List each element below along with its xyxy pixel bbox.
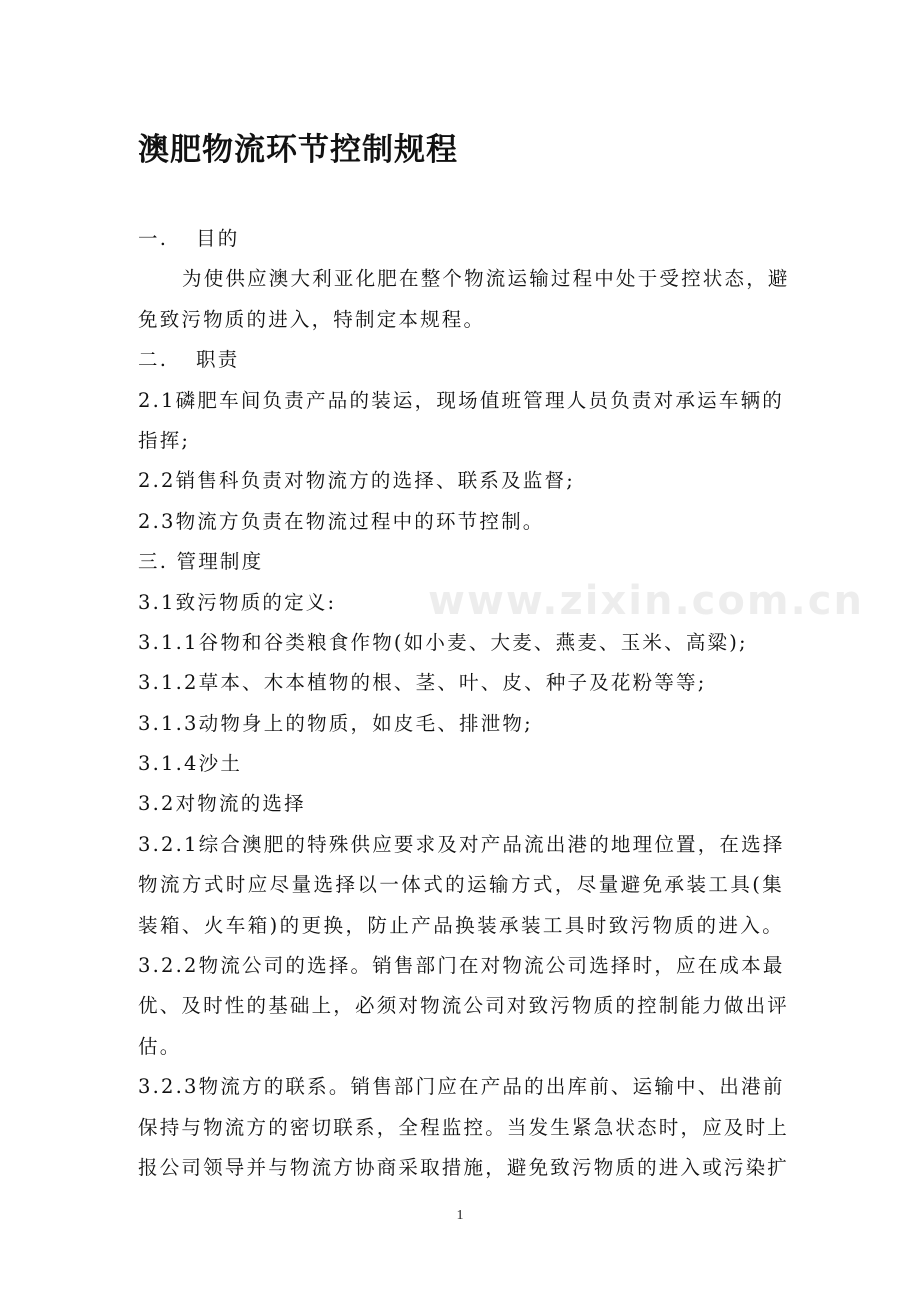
- section-title: 目的: [196, 227, 240, 250]
- paragraph-line: 估。: [138, 1034, 182, 1058]
- paragraph-line: 3.2.2物流公司的选择。销售部门在对物流公司选择时，应在成本最: [138, 954, 785, 978]
- section-heading-management: 三. 管理制度: [138, 550, 264, 574]
- paragraph-line: 2.1磷肥车间负责产品的装运，现场值班管理人员负责对承运车辆的: [138, 388, 784, 412]
- watermark: www.zixin.com.cn: [428, 578, 864, 624]
- paragraph-line: 3.2对物流的选择: [138, 792, 306, 816]
- paragraph-line: 装箱、火车箱)的更换，防止产品换装承装工具时致污物质的进入。: [138, 913, 784, 937]
- paragraph-line: 2.2销售科负责对物流方的选择、联系及监督;: [138, 469, 575, 493]
- paragraph-line: 3.1.2草本、木本植物的根、茎、叶、皮、种子及花粉等等;: [138, 671, 707, 695]
- paragraph-line: 3.2.1综合澳肥的特殊供应要求及对产品流出港的地理位置，在选择: [138, 832, 785, 856]
- section-title: 职责: [196, 348, 240, 372]
- page-number: 1: [456, 1208, 464, 1223]
- document-body: [138, 219, 790, 1188]
- paragraph-line: 保持与物流方的密切联系，全程监控。当发生紧急状态时，应及时上: [138, 1115, 790, 1139]
- section-number: 二.: [138, 348, 169, 372]
- paragraph-line: 指挥;: [138, 428, 191, 452]
- section-heading-purpose: [138, 219, 784, 259]
- paragraph-line: 报公司领导并与物流方协商采取措施，避免致污物质的进入或污染扩: [138, 1155, 790, 1179]
- paragraph-line: 3.1致污物质的定义:: [138, 590, 337, 614]
- paragraph-line: 3.1.4沙土: [138, 752, 243, 776]
- paragraph-line: 物流方式时应尽量选择以一体式的运输方式，尽量避免承装工具(集: [138, 873, 784, 897]
- paragraph-line: 3.1.1谷物和谷类粮食作物(如小麦、大麦、燕麦、玉米、高粱);: [138, 630, 748, 654]
- paragraph-line: 3.2.3物流方的联系。销售部门应在产品的出库前、运输中、出港前: [138, 1075, 785, 1099]
- paragraph-line: 2.3物流方负责在物流过程中的环节控制。: [138, 509, 545, 533]
- paragraph-line: 3.1.3动物身上的物质，如皮毛、排泄物;: [138, 711, 533, 735]
- paragraph-line: 优、及时性的基础上，必须对物流公司对致污物质的控制能力做出评: [138, 994, 790, 1018]
- paragraph-line: 为使供应澳大利亚化肥在整个物流运输过程中处于受控状态，避: [182, 267, 790, 291]
- section-number: 一.: [138, 227, 169, 250]
- section-heading-duties: [138, 340, 784, 380]
- paragraph-line: 免致污物质的进入，特制定本规程。: [138, 307, 486, 331]
- document-title: 澳肥物流环节控制规程: [138, 132, 458, 168]
